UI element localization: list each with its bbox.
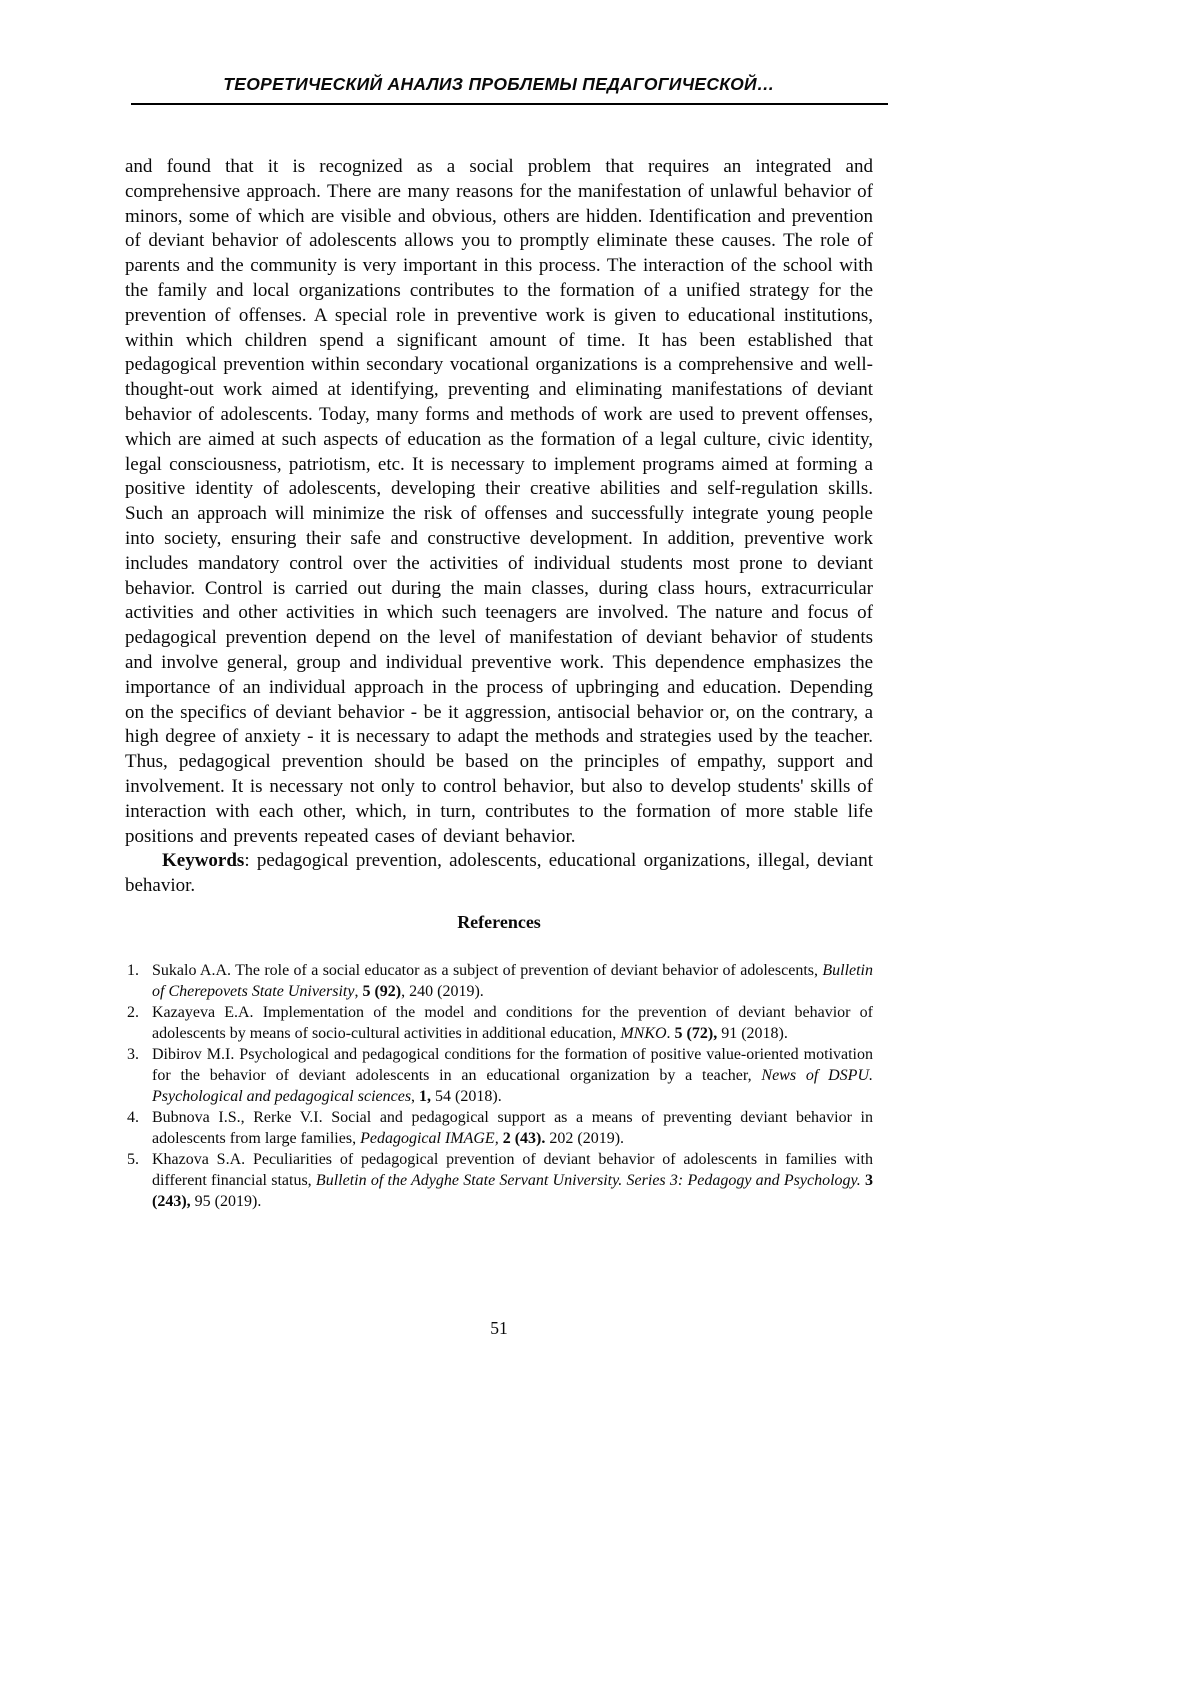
reference-item bbox=[125, 1002, 873, 1044]
reference-text-segment: Bulletin of Cherepovets State University bbox=[152, 961, 873, 1000]
reference-text-segment: . bbox=[666, 1024, 675, 1042]
reference-text-segment: 91 (2018). bbox=[717, 1024, 788, 1042]
reference-number: 4. bbox=[127, 1108, 139, 1126]
running-header: ТЕОРЕТИЧЕСКИЙ АНАЛИЗ ПРОБЛЕМЫ ПЕДАГОГИЧЕСКОЙ… bbox=[223, 74, 775, 94]
reference-number: 1. bbox=[127, 961, 139, 979]
reference-text-segment: 3 (243), bbox=[152, 1171, 874, 1210]
reference-text-segment: 2 (43). bbox=[502, 1129, 546, 1147]
reference-text-segment: Bubnova I.S., Rerke V.I. Social and pedagogical support as a means of preventing deviant behavior in adolescents from large families, bbox=[152, 1108, 873, 1147]
reference-item bbox=[125, 1149, 873, 1212]
reference-text-segment: Kazayeva E.A. Implementation of the model and conditions for the prevention of deviant behavior of adolescents by means of socio-cultural activities in additional education, bbox=[152, 1003, 873, 1042]
reference-item bbox=[125, 1044, 873, 1107]
reference-text-segment: 54 (2018). bbox=[431, 1087, 502, 1105]
reference-item bbox=[125, 960, 873, 1002]
reference-item bbox=[125, 1107, 873, 1149]
reference-text-segment: , bbox=[411, 1087, 420, 1105]
reference-text-segment: 5 (92) bbox=[362, 982, 402, 1000]
keywords-label: Keywords bbox=[162, 850, 245, 872]
reference-number: 2. bbox=[127, 1003, 139, 1021]
reference-number: 5. bbox=[127, 1150, 139, 1168]
reference-text-segment: Sukalo A.A. The role of a social educator as a subject of prevention of deviant behavior of adolescents, bbox=[152, 961, 823, 979]
keywords-text: : pedagogical prevention, adolescents, educational organizations, illegal, deviant behavior. bbox=[125, 850, 873, 897]
reference-text-segment: 95 (2019). bbox=[190, 1192, 262, 1210]
reference-text-segment: News of DSPU. Psychological and pedagogical sciences bbox=[152, 1066, 873, 1105]
reference-text-segment: Pedagogical IMAGE, bbox=[360, 1129, 499, 1147]
reference-text-segment: Dibirov M.I. Psychological and pedagogical conditions for the formation of positive value-oriented motivation for the behavior of deviant adolescents in an educational organization by a teacher, bbox=[152, 1045, 873, 1084]
reference-number: 3. bbox=[127, 1045, 139, 1063]
reference-text-segment: , bbox=[354, 982, 363, 1000]
references-list bbox=[125, 960, 873, 1212]
page-content bbox=[125, 0, 873, 1212]
reference-text-segment: , 240 (2019). bbox=[401, 982, 484, 1000]
reference-text-segment: 5 (72), bbox=[674, 1024, 718, 1042]
reference-text-segment: 202 (2019). bbox=[545, 1129, 625, 1147]
reference-text-segment: Bulletin of the Adyghe State Servant University. Series 3: Pedagogy and Psychology. bbox=[315, 1171, 861, 1189]
reference-text-segment: 1, bbox=[419, 1087, 432, 1105]
page-number: 51 bbox=[490, 1318, 508, 1338]
reference-text-segment: MNKO bbox=[620, 1024, 667, 1042]
header-rule bbox=[131, 103, 888, 105]
keywords-paragraph bbox=[125, 849, 873, 899]
body-paragraph: and found that it is recognized as a social problem that requires an integrated and comprehensive approach. There are many reasons for the manifestation of unlawful behavior of minors, some of which are visible and obvious, others are hidden. Identification and prevention of deviant behavior of adolescents allows you to promptly eliminate these causes. The role of parents and the community is very important in this process. The interaction of the school with the family and local organizations contributes to the formation of a unified strategy for the prevention of offenses. A special role in preventive work is given to educational institutions, within which children spend a significant amount of time. It has been established that pedagogical prevention within secondary vocational organizations is a comprehensive and well-thought-out work aimed at identifying, preventing and eliminating manifestations of deviant behavior of adolescents. Today, many forms and methods of work are used to prevent offenses, which are aimed at such aspects of education as the formation of a legal culture, civic identity, legal consciousness, patriotism, etc. It is necessary to implement programs aimed at forming a positive identity of adolescents, developing their creative abilities and self-regulation skills. Such an approach will minimize the risk of offenses and successfully integrate young people into society, ensuring their safe and constructive development. In addition, preventive work includes mandatory control over the activities of individual students most prone to deviant behavior. Control is carried out during the main classes, during class hours, extracurricular activities and other activities in which such teenagers are involved. The nature and focus of pedagogical prevention depend on the level of manifestation of deviant behavior of students and involve general, group and individual preventive work. This dependence emphasizes the importance of an individual approach in the process of upbringing and education. Depending on the specifics of deviant behavior - be it aggression, antisocial behavior or, on the contrary, a high degree of anxiety - it is necessary to adapt the methods and strategies used by the teacher. Thus, pedagogical prevention should be based on the principles of empathy, support and involvement. It is necessary not only to control behavior, but also to develop students' skills of interaction with each other, which, in turn, contributes to the formation of more stable life positions and prevents repeated cases of deviant behavior. bbox=[125, 156, 873, 847]
references-heading: References bbox=[457, 911, 541, 932]
reference-text-segment: Khazova S.A. Peculiarities of pedagogical prevention of deviant behavior of adolescents in families with different financial status, bbox=[152, 1150, 873, 1189]
